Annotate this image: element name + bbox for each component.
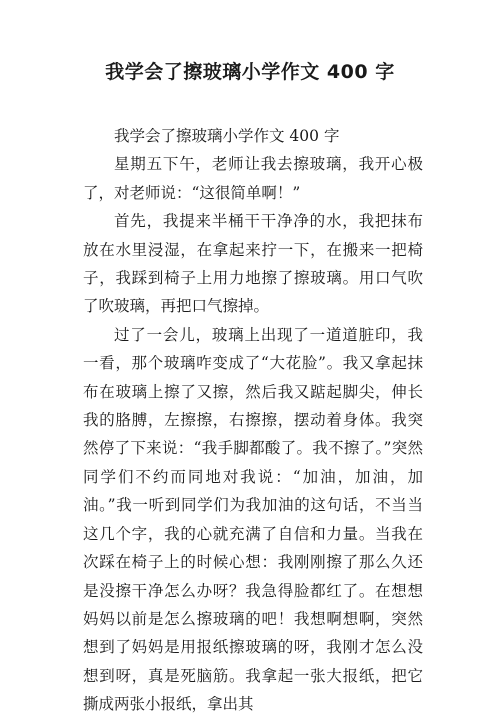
paragraph: 过了一会儿，玻璃上出现了一道道脏印，我一看，那个玻璃咋变成了“大花脸”。我又拿起抹布在玻璃上擦了又擦，然后我又踮起脚尖，伸长我的胳膊，左擦擦，右擦擦，摆动着身体。我突然停了下来说：“我手脚都酸了。我不擦了。”突然同学们不约而同地对我说：“加油，加油，加油。”我一听到同学们为我加油的这句话，不当当这几个字，我的心就充满了自信和力量。当我在次踩在椅子上的时候心想：我刚刚擦了那么久还是没擦干净怎么办呀？我急得脸都红了。在想想妈妈以前是怎么擦玻璃的吧！我想啊想啊，突然想到了妈妈是用报纸擦玻璃的呀，我刚才怎么没想到呀，真是死脑筋。我拿起一张大报纸，把它撕成两张小报纸，拿出其 [83, 325, 423, 714]
document-title: 我学会了擦玻璃小学作文 400 字 [105, 61, 395, 83]
document-body [83, 122, 423, 719]
paragraph: 星期五下午，老师让我去擦玻璃，我开心极了，对老师说：“这很简单啊！” [83, 155, 423, 202]
paragraph: 我学会了擦玻璃小学作文 400 字 [114, 127, 340, 145]
paragraph: 首先，我提来半桶干干净净的水，我把抹布放在水里浸湿，在拿起来拧一下，在搬来一把椅子，我踩到椅子上用力地擦了擦玻璃。用口气吹了吹玻璃，再把口气擦掉。 [83, 212, 423, 316]
